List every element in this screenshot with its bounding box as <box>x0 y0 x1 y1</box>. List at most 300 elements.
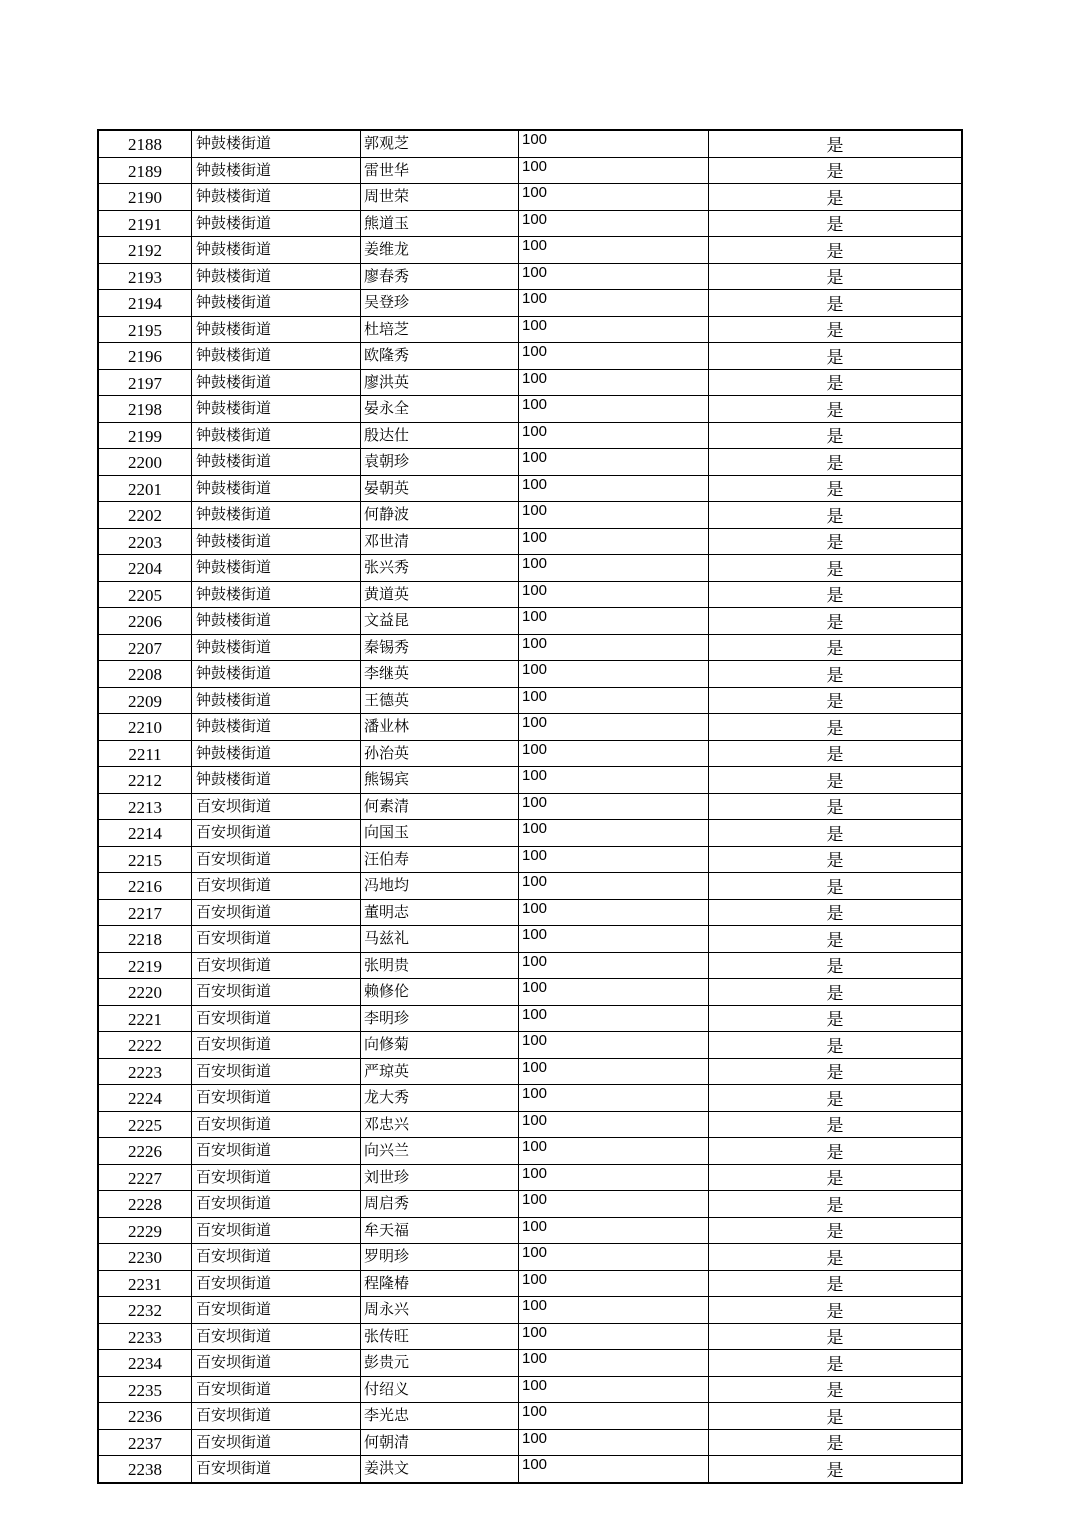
status-cell: 是 <box>709 1403 963 1430</box>
status-cell: 是 <box>709 661 963 688</box>
name-cell: 向修菊 <box>361 1032 519 1059</box>
amount-cell: 100 <box>519 157 709 184</box>
table-row <box>98 237 962 264</box>
table-row <box>98 1456 962 1483</box>
row-number-cell: 2206 <box>98 608 192 635</box>
amount-cell: 100 <box>519 449 709 476</box>
table-row <box>98 740 962 767</box>
street-cell: 钟鼓楼街道 <box>192 263 361 290</box>
status-cell: 是 <box>709 687 963 714</box>
street-cell: 钟鼓楼街道 <box>192 130 361 157</box>
row-number-cell: 2226 <box>98 1138 192 1165</box>
status-cell: 是 <box>709 343 963 370</box>
street-cell: 钟鼓楼街道 <box>192 210 361 237</box>
street-cell: 钟鼓楼街道 <box>192 449 361 476</box>
street-cell: 百安坝街道 <box>192 1403 361 1430</box>
row-number-cell: 2193 <box>98 263 192 290</box>
name-cell: 郭观芝 <box>361 130 519 157</box>
table-row <box>98 979 962 1006</box>
name-cell: 李明珍 <box>361 1005 519 1032</box>
name-cell: 潘业林 <box>361 714 519 741</box>
street-cell: 百安坝街道 <box>192 1429 361 1456</box>
table-row <box>98 157 962 184</box>
status-cell: 是 <box>709 316 963 343</box>
name-cell: 熊道玉 <box>361 210 519 237</box>
street-cell: 钟鼓楼街道 <box>192 422 361 449</box>
status-cell: 是 <box>709 210 963 237</box>
table-body <box>98 130 962 1483</box>
status-cell: 是 <box>709 1138 963 1165</box>
street-cell: 百安坝街道 <box>192 1005 361 1032</box>
status-cell: 是 <box>709 502 963 529</box>
amount-cell: 100 <box>519 608 709 635</box>
status-cell: 是 <box>709 555 963 582</box>
street-cell: 百安坝街道 <box>192 1111 361 1138</box>
table-row <box>98 1376 962 1403</box>
table-row <box>98 1403 962 1430</box>
status-cell: 是 <box>709 820 963 847</box>
amount-cell: 100 <box>519 528 709 555</box>
street-cell: 百安坝街道 <box>192 846 361 873</box>
name-cell: 罗明珍 <box>361 1244 519 1271</box>
row-number-cell: 2229 <box>98 1217 192 1244</box>
status-cell: 是 <box>709 1244 963 1271</box>
street-cell: 百安坝街道 <box>192 873 361 900</box>
name-cell: 熊锡宾 <box>361 767 519 794</box>
status-cell: 是 <box>709 1376 963 1403</box>
street-cell: 钟鼓楼街道 <box>192 184 361 211</box>
status-cell: 是 <box>709 396 963 423</box>
row-number-cell: 2211 <box>98 740 192 767</box>
name-cell: 向国玉 <box>361 820 519 847</box>
name-cell: 张传旺 <box>361 1323 519 1350</box>
row-number-cell: 2214 <box>98 820 192 847</box>
name-cell: 向兴兰 <box>361 1138 519 1165</box>
table-row <box>98 899 962 926</box>
name-cell: 杜培芝 <box>361 316 519 343</box>
status-cell: 是 <box>709 1323 963 1350</box>
table-row <box>98 1085 962 1112</box>
name-cell: 王德英 <box>361 687 519 714</box>
row-number-cell: 2232 <box>98 1297 192 1324</box>
table-row <box>98 449 962 476</box>
street-cell: 钟鼓楼街道 <box>192 290 361 317</box>
street-cell: 百安坝街道 <box>192 899 361 926</box>
row-number-cell: 2210 <box>98 714 192 741</box>
table-row <box>98 396 962 423</box>
street-cell: 钟鼓楼街道 <box>192 608 361 635</box>
name-cell: 孙治英 <box>361 740 519 767</box>
row-number-cell: 2204 <box>98 555 192 582</box>
amount-cell: 100 <box>519 1005 709 1032</box>
table-row <box>98 555 962 582</box>
table-row <box>98 1005 962 1032</box>
table-row <box>98 210 962 237</box>
table-row <box>98 1032 962 1059</box>
row-number-cell: 2192 <box>98 237 192 264</box>
status-cell: 是 <box>709 475 963 502</box>
table-row <box>98 873 962 900</box>
amount-cell: 100 <box>519 290 709 317</box>
street-cell: 钟鼓楼街道 <box>192 502 361 529</box>
table-row <box>98 528 962 555</box>
row-number-cell: 2188 <box>98 130 192 157</box>
amount-cell: 100 <box>519 661 709 688</box>
amount-cell: 100 <box>519 210 709 237</box>
status-cell: 是 <box>709 899 963 926</box>
table-row <box>98 1164 962 1191</box>
row-number-cell: 2196 <box>98 343 192 370</box>
name-cell: 姜洪文 <box>361 1456 519 1483</box>
row-number-cell: 2201 <box>98 475 192 502</box>
row-number-cell: 2190 <box>98 184 192 211</box>
table-row <box>98 1323 962 1350</box>
row-number-cell: 2197 <box>98 369 192 396</box>
table-row <box>98 608 962 635</box>
street-cell: 钟鼓楼街道 <box>192 555 361 582</box>
amount-cell: 100 <box>519 1217 709 1244</box>
street-cell: 百安坝街道 <box>192 793 361 820</box>
name-cell: 张兴秀 <box>361 555 519 582</box>
status-cell: 是 <box>709 634 963 661</box>
name-cell: 欧隆秀 <box>361 343 519 370</box>
status-cell: 是 <box>709 1111 963 1138</box>
street-cell: 百安坝街道 <box>192 1085 361 1112</box>
street-cell: 钟鼓楼街道 <box>192 343 361 370</box>
name-cell: 龙大秀 <box>361 1085 519 1112</box>
name-cell: 黄道英 <box>361 581 519 608</box>
name-cell: 付绍义 <box>361 1376 519 1403</box>
status-cell: 是 <box>709 608 963 635</box>
street-cell: 百安坝街道 <box>192 1164 361 1191</box>
name-cell: 廖洪英 <box>361 369 519 396</box>
name-cell: 袁朝珍 <box>361 449 519 476</box>
status-cell: 是 <box>709 846 963 873</box>
row-number-cell: 2227 <box>98 1164 192 1191</box>
table-row <box>98 1244 962 1271</box>
amount-cell: 100 <box>519 1164 709 1191</box>
amount-cell: 100 <box>519 634 709 661</box>
street-cell: 百安坝街道 <box>192 926 361 953</box>
row-number-cell: 2205 <box>98 581 192 608</box>
row-number-cell: 2228 <box>98 1191 192 1218</box>
status-cell: 是 <box>709 979 963 1006</box>
amount-cell: 100 <box>519 184 709 211</box>
amount-cell: 100 <box>519 1350 709 1377</box>
row-number-cell: 2238 <box>98 1456 192 1483</box>
amount-cell: 100 <box>519 1032 709 1059</box>
name-cell: 周永兴 <box>361 1297 519 1324</box>
street-cell: 钟鼓楼街道 <box>192 157 361 184</box>
street-cell: 钟鼓楼街道 <box>192 767 361 794</box>
amount-cell: 100 <box>519 1376 709 1403</box>
table-row <box>98 952 962 979</box>
row-number-cell: 2218 <box>98 926 192 953</box>
amount-cell: 100 <box>519 820 709 847</box>
data-table <box>97 129 963 1484</box>
row-number-cell: 2212 <box>98 767 192 794</box>
street-cell: 百安坝街道 <box>192 1456 361 1483</box>
name-cell: 秦锡秀 <box>361 634 519 661</box>
street-cell: 钟鼓楼街道 <box>192 714 361 741</box>
street-cell: 钟鼓楼街道 <box>192 740 361 767</box>
street-cell: 百安坝街道 <box>192 1058 361 1085</box>
status-cell: 是 <box>709 767 963 794</box>
amount-cell: 100 <box>519 899 709 926</box>
amount-cell: 100 <box>519 1297 709 1324</box>
table-row <box>98 263 962 290</box>
table-row <box>98 343 962 370</box>
status-cell: 是 <box>709 952 963 979</box>
street-cell: 钟鼓楼街道 <box>192 634 361 661</box>
name-cell: 晏朝英 <box>361 475 519 502</box>
row-number-cell: 2222 <box>98 1032 192 1059</box>
table-row <box>98 1217 962 1244</box>
status-cell: 是 <box>709 1164 963 1191</box>
amount-cell: 100 <box>519 396 709 423</box>
street-cell: 百安坝街道 <box>192 1350 361 1377</box>
status-cell: 是 <box>709 184 963 211</box>
name-cell: 冯地均 <box>361 873 519 900</box>
name-cell: 刘世珍 <box>361 1164 519 1191</box>
street-cell: 钟鼓楼街道 <box>192 237 361 264</box>
table-row <box>98 1429 962 1456</box>
amount-cell: 100 <box>519 1403 709 1430</box>
street-cell: 钟鼓楼街道 <box>192 316 361 343</box>
name-cell: 赖修伦 <box>361 979 519 1006</box>
name-cell: 汪伯寿 <box>361 846 519 873</box>
amount-cell: 100 <box>519 873 709 900</box>
street-cell: 百安坝街道 <box>192 1191 361 1218</box>
status-cell: 是 <box>709 1005 963 1032</box>
status-cell: 是 <box>709 1032 963 1059</box>
row-number-cell: 2200 <box>98 449 192 476</box>
street-cell: 钟鼓楼街道 <box>192 581 361 608</box>
street-cell: 钟鼓楼街道 <box>192 369 361 396</box>
amount-cell: 100 <box>519 1058 709 1085</box>
row-number-cell: 2224 <box>98 1085 192 1112</box>
table-row <box>98 422 962 449</box>
table-row <box>98 793 962 820</box>
name-cell: 牟天福 <box>361 1217 519 1244</box>
table-row <box>98 184 962 211</box>
table-row <box>98 290 962 317</box>
row-number-cell: 2223 <box>98 1058 192 1085</box>
status-cell: 是 <box>709 449 963 476</box>
name-cell: 周启秀 <box>361 1191 519 1218</box>
status-cell: 是 <box>709 873 963 900</box>
table-row <box>98 1058 962 1085</box>
amount-cell: 100 <box>519 1244 709 1271</box>
table-row <box>98 687 962 714</box>
table-row <box>98 316 962 343</box>
status-cell: 是 <box>709 1058 963 1085</box>
name-cell: 晏永全 <box>361 396 519 423</box>
row-number-cell: 2195 <box>98 316 192 343</box>
table-row <box>98 1350 962 1377</box>
street-cell: 百安坝街道 <box>192 1297 361 1324</box>
table-row <box>98 130 962 157</box>
table-row <box>98 714 962 741</box>
name-cell: 邓忠兴 <box>361 1111 519 1138</box>
row-number-cell: 2234 <box>98 1350 192 1377</box>
status-cell: 是 <box>709 793 963 820</box>
status-cell: 是 <box>709 290 963 317</box>
row-number-cell: 2213 <box>98 793 192 820</box>
status-cell: 是 <box>709 130 963 157</box>
row-number-cell: 2233 <box>98 1323 192 1350</box>
street-cell: 百安坝街道 <box>192 952 361 979</box>
amount-cell: 100 <box>519 979 709 1006</box>
status-cell: 是 <box>709 1085 963 1112</box>
row-number-cell: 2236 <box>98 1403 192 1430</box>
table-row <box>98 475 962 502</box>
amount-cell: 100 <box>519 1323 709 1350</box>
street-cell: 百安坝街道 <box>192 1376 361 1403</box>
name-cell: 马兹礼 <box>361 926 519 953</box>
status-cell: 是 <box>709 1217 963 1244</box>
name-cell: 廖春秀 <box>361 263 519 290</box>
row-number-cell: 2220 <box>98 979 192 1006</box>
street-cell: 钟鼓楼街道 <box>192 687 361 714</box>
amount-cell: 100 <box>519 263 709 290</box>
name-cell: 雷世华 <box>361 157 519 184</box>
name-cell: 吴登珍 <box>361 290 519 317</box>
amount-cell: 100 <box>519 343 709 370</box>
table-row <box>98 1138 962 1165</box>
row-number-cell: 2237 <box>98 1429 192 1456</box>
row-number-cell: 2209 <box>98 687 192 714</box>
street-cell: 钟鼓楼街道 <box>192 661 361 688</box>
amount-cell: 100 <box>519 581 709 608</box>
amount-cell: 100 <box>519 740 709 767</box>
status-cell: 是 <box>709 1191 963 1218</box>
table-row <box>98 767 962 794</box>
street-cell: 百安坝街道 <box>192 1244 361 1271</box>
name-cell: 张明贵 <box>361 952 519 979</box>
street-cell: 钟鼓楼街道 <box>192 396 361 423</box>
name-cell: 程隆椿 <box>361 1270 519 1297</box>
status-cell: 是 <box>709 1270 963 1297</box>
amount-cell: 100 <box>519 1456 709 1483</box>
row-number-cell: 2221 <box>98 1005 192 1032</box>
amount-cell: 100 <box>519 714 709 741</box>
row-number-cell: 2230 <box>98 1244 192 1271</box>
name-cell: 董明志 <box>361 899 519 926</box>
table-row <box>98 581 962 608</box>
street-cell: 百安坝街道 <box>192 820 361 847</box>
amount-cell: 100 <box>519 130 709 157</box>
table-row <box>98 1191 962 1218</box>
amount-cell: 100 <box>519 1270 709 1297</box>
status-cell: 是 <box>709 422 963 449</box>
table-row <box>98 634 962 661</box>
name-cell: 严琼英 <box>361 1058 519 1085</box>
amount-cell: 100 <box>519 555 709 582</box>
name-cell: 姜维龙 <box>361 237 519 264</box>
street-cell: 钟鼓楼街道 <box>192 475 361 502</box>
row-number-cell: 2215 <box>98 846 192 873</box>
amount-cell: 100 <box>519 502 709 529</box>
street-cell: 钟鼓楼街道 <box>192 528 361 555</box>
amount-cell: 100 <box>519 1111 709 1138</box>
name-cell: 何静波 <box>361 502 519 529</box>
row-number-cell: 2198 <box>98 396 192 423</box>
amount-cell: 100 <box>519 793 709 820</box>
street-cell: 百安坝街道 <box>192 1032 361 1059</box>
street-cell: 百安坝街道 <box>192 979 361 1006</box>
status-cell: 是 <box>709 528 963 555</box>
row-number-cell: 2208 <box>98 661 192 688</box>
table-row <box>98 820 962 847</box>
status-cell: 是 <box>709 1456 963 1483</box>
row-number-cell: 2202 <box>98 502 192 529</box>
name-cell: 文益昆 <box>361 608 519 635</box>
row-number-cell: 2235 <box>98 1376 192 1403</box>
street-cell: 百安坝街道 <box>192 1138 361 1165</box>
name-cell: 何素清 <box>361 793 519 820</box>
name-cell: 殷达仕 <box>361 422 519 449</box>
street-cell: 百安坝街道 <box>192 1323 361 1350</box>
amount-cell: 100 <box>519 767 709 794</box>
row-number-cell: 2231 <box>98 1270 192 1297</box>
status-cell: 是 <box>709 581 963 608</box>
amount-cell: 100 <box>519 846 709 873</box>
row-number-cell: 2191 <box>98 210 192 237</box>
row-number-cell: 2216 <box>98 873 192 900</box>
table-row <box>98 661 962 688</box>
row-number-cell: 2199 <box>98 422 192 449</box>
status-cell: 是 <box>709 714 963 741</box>
name-cell: 何朝清 <box>361 1429 519 1456</box>
amount-cell: 100 <box>519 952 709 979</box>
name-cell: 周世荣 <box>361 184 519 211</box>
amount-cell: 100 <box>519 369 709 396</box>
status-cell: 是 <box>709 740 963 767</box>
row-number-cell: 2194 <box>98 290 192 317</box>
street-cell: 百安坝街道 <box>192 1217 361 1244</box>
amount-cell: 100 <box>519 926 709 953</box>
amount-cell: 100 <box>519 687 709 714</box>
status-cell: 是 <box>709 1429 963 1456</box>
table-row <box>98 1111 962 1138</box>
row-number-cell: 2219 <box>98 952 192 979</box>
street-cell: 百安坝街道 <box>192 1270 361 1297</box>
amount-cell: 100 <box>519 1191 709 1218</box>
amount-cell: 100 <box>519 1429 709 1456</box>
table-row <box>98 1297 962 1324</box>
table-row <box>98 1270 962 1297</box>
name-cell: 彭贵元 <box>361 1350 519 1377</box>
status-cell: 是 <box>709 157 963 184</box>
row-number-cell: 2207 <box>98 634 192 661</box>
amount-cell: 100 <box>519 1138 709 1165</box>
row-number-cell: 2189 <box>98 157 192 184</box>
status-cell: 是 <box>709 263 963 290</box>
row-number-cell: 2217 <box>98 899 192 926</box>
status-cell: 是 <box>709 369 963 396</box>
name-cell: 李继英 <box>361 661 519 688</box>
amount-cell: 100 <box>519 237 709 264</box>
status-cell: 是 <box>709 237 963 264</box>
amount-cell: 100 <box>519 316 709 343</box>
row-number-cell: 2203 <box>98 528 192 555</box>
status-cell: 是 <box>709 1350 963 1377</box>
amount-cell: 100 <box>519 422 709 449</box>
table-row <box>98 369 962 396</box>
name-cell: 李光忠 <box>361 1403 519 1430</box>
table-row <box>98 502 962 529</box>
